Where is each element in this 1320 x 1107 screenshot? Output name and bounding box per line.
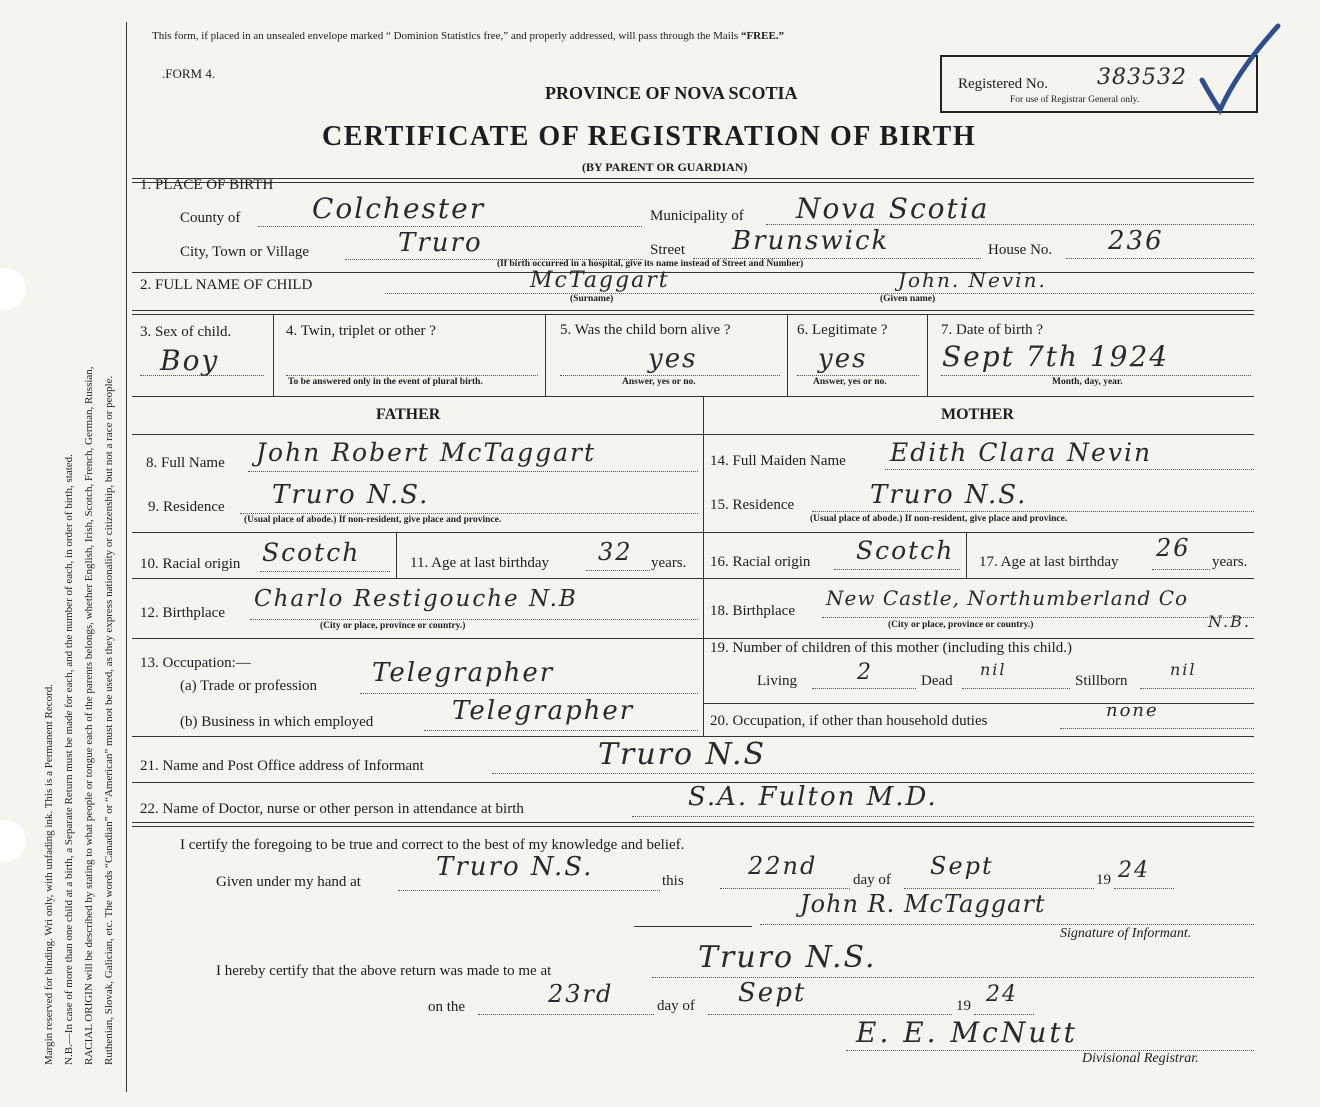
dotted-line: [1114, 888, 1174, 889]
dotted-line: [766, 224, 1254, 225]
dotted-line: [586, 570, 650, 571]
mother-occupation-label: 20. Occupation, if other than household duties: [710, 713, 988, 729]
doctor-label: 22. Name of Doctor, nurse or other person in attendance at birth: [140, 801, 524, 817]
dotted-line: [1060, 728, 1254, 729]
mother-residence-label: 15. Residence: [710, 497, 795, 513]
column-divider: [787, 314, 788, 396]
street-value: Brunswick: [732, 226, 890, 256]
form-number: .FORM 4.: [162, 66, 216, 81]
street-label: Street: [650, 242, 685, 258]
dead-value: nil: [980, 660, 1007, 679]
registrar-signature-caption: Divisional Registrar.: [1082, 1051, 1199, 1066]
dotted-line: [962, 688, 1070, 689]
father-years: years.: [651, 555, 687, 571]
informant-signature: John R. McTaggart: [800, 890, 1046, 918]
registrar-year-prefix: 19: [956, 998, 971, 1014]
dotted-line: [258, 226, 642, 227]
dotted-line: [360, 693, 698, 694]
mother-residence-value: Truro N.S.: [870, 480, 1028, 510]
business-label: (b) Business in which employed: [180, 714, 374, 730]
legitimate-label: 6. Legitimate ?: [797, 322, 888, 338]
column-divider: [703, 396, 704, 736]
father-birthplace-value: Charlo Restigouche N.B: [254, 586, 578, 612]
child-name-label: 2. FULL NAME OF CHILD: [140, 277, 313, 293]
father-race-value: Scotch: [262, 538, 361, 567]
mail-notice-text: This form, if placed in an unsealed envelope marked “ Dominion Statistics free,” and properly addressed, will pass through the Mails: [152, 30, 741, 42]
dotted-line: [941, 375, 1251, 376]
municipality-label: Municipality of: [650, 208, 744, 224]
dotted-line: [248, 471, 698, 472]
certify-this-label: this: [662, 873, 684, 889]
living-label: Living: [757, 673, 797, 689]
registrar-day-value: 23rd: [548, 980, 614, 1008]
margin-note-multiple-births: N.B.—In case of more than one child at a birth, a Separate Return must be made for each, and the number of each, in order of birth, stated.: [63, 454, 75, 1065]
mother-age-label: 17. Age at last birthday: [979, 554, 1119, 570]
margin-note-racial-origin-cont: Ruthenian, Slovak, Galician, etc. The words “Canadian” or “American” must not be used, as they express nationality or citizenship, but not a race or people.: [103, 375, 115, 1065]
father-name-value: John Robert McTaggart: [256, 438, 596, 467]
mother-birthplace-value-2: N.B.: [1208, 612, 1251, 631]
registrar-day-of-label: day of: [657, 998, 695, 1014]
rule: [132, 396, 1254, 397]
dotted-line: [760, 924, 1254, 925]
given-name-caption: (Given name): [880, 294, 936, 304]
dotted-line: [708, 1014, 952, 1015]
alive-label: 5. Was the child born alive ?: [560, 322, 731, 338]
occupation-label: 13. Occupation:—: [140, 655, 251, 671]
column-divider: [545, 314, 546, 396]
dob-label: 7. Date of birth ?: [941, 322, 1044, 338]
dotted-line: [974, 1014, 1034, 1015]
mother-birthplace-value: New Castle, Northumberland Co: [826, 586, 1189, 610]
alive-note: Answer, yes or no.: [622, 377, 696, 387]
father-birthplace-label: 12. Birthplace: [140, 605, 225, 621]
registrar-on-label: on the: [428, 999, 466, 1015]
mail-notice: [152, 30, 784, 42]
mother-name-value: Edith Clara Nevin: [890, 438, 1153, 467]
dotted-line: [1152, 569, 1210, 570]
dotted-line: [1140, 688, 1254, 689]
trade-value: Telegrapher: [372, 658, 555, 688]
sex-label: 3. Sex of child.: [140, 324, 232, 340]
certificate-subtitle: (BY PARENT OR GUARDIAN): [582, 160, 748, 174]
child-given-name: John. Nevin.: [898, 268, 1047, 292]
registrar-year-value: 24: [986, 982, 1018, 1007]
rule: [132, 310, 1254, 315]
given-place-value: Truro N.S.: [436, 852, 594, 882]
informant-value: Truro N.S: [598, 737, 767, 772]
certify-year-prefix: 19: [1096, 872, 1111, 888]
certify-statement: I certify the foregoing to be true and correct to the best of my knowledge and belief.: [180, 837, 685, 853]
check-mark-icon: [1198, 20, 1282, 116]
province-heading: PROVINCE OF NOVA SCOTIA: [545, 83, 798, 103]
dotted-line: [478, 1014, 654, 1015]
dotted-line: [140, 375, 264, 376]
alive-value: yes: [648, 344, 698, 374]
column-divider: [927, 314, 928, 396]
father-heading: FATHER: [376, 406, 441, 423]
father-race-label: 10. Racial origin: [140, 556, 241, 572]
living-value: 2: [857, 660, 873, 685]
registrar-signature: E. E. McNutt: [856, 1016, 1078, 1049]
twin-note: To be answered only in the event of plural birth.: [288, 377, 483, 387]
mother-name-label: 14. Full Maiden Name: [710, 453, 846, 469]
dotted-line: [812, 511, 1254, 512]
dead-label: Dead: [921, 673, 953, 689]
stillborn-label: Stillborn: [1075, 673, 1128, 689]
business-value: Telegrapher: [452, 696, 635, 726]
registrar-month-value: Sept: [738, 978, 807, 1008]
mother-birthplace-label: 18. Birthplace: [710, 603, 795, 619]
dotted-line: [904, 888, 1094, 889]
rule: [703, 703, 1254, 704]
dotted-line: [822, 617, 1254, 618]
mother-age-value: 26: [1156, 534, 1191, 562]
dotted-line: [286, 375, 538, 376]
rule: [132, 178, 1254, 183]
dotted-line: [720, 888, 850, 889]
dotted-line: [250, 619, 698, 620]
dotted-line: [812, 688, 916, 689]
father-residence-value: Truro N.S.: [272, 480, 430, 510]
signature-line: [634, 926, 752, 927]
rule: [132, 272, 1254, 273]
father-age-label: 11. Age at last birthday: [410, 555, 549, 571]
mother-heading: MOTHER: [941, 406, 1014, 423]
certify-day-value: 22nd: [748, 852, 818, 880]
registrar-place-value: Truro N.S.: [698, 940, 877, 975]
dotted-line: [240, 513, 698, 514]
father-age-value: 32: [598, 538, 633, 566]
rule: [132, 822, 1254, 827]
sex-value: Boy: [160, 344, 220, 377]
dotted-line: [424, 730, 698, 731]
place-of-birth-label: 1. PLACE OF BIRTH: [140, 177, 274, 193]
mother-race-value: Scotch: [856, 536, 955, 565]
surname-caption: (Surname): [570, 294, 614, 304]
certificate-title: CERTIFICATE OF REGISTRATION OF BIRTH: [322, 121, 977, 152]
dotted-line: [885, 469, 1254, 470]
dotted-line: [398, 890, 660, 891]
father-birthplace-note: (City or place, province or country.): [320, 621, 466, 631]
form-left-border: [126, 22, 127, 1092]
registered-label: Registered No.: [958, 76, 1048, 92]
legitimate-note: Answer, yes or no.: [813, 377, 887, 387]
column-divider: [273, 314, 274, 396]
rule: [132, 434, 1254, 435]
dotted-line: [260, 571, 390, 572]
rule: [132, 532, 1254, 533]
mother-residence-note: (Usual place of abode.) If non-resident, give place and province.: [810, 514, 1068, 524]
mother-occupation-value: none: [1106, 700, 1159, 721]
child-surname: McTaggart: [530, 268, 670, 293]
dob-value: Sept 7th 1924: [942, 340, 1170, 373]
margin-note-binding: Margin reserved for binding. Wri only, with unfading ink. This is a Permanent Record.: [43, 683, 55, 1065]
certify-year-value: 24: [1118, 858, 1150, 883]
house-label: House No.: [988, 242, 1053, 258]
binder-hole: [0, 268, 26, 310]
dotted-line: [560, 375, 780, 376]
certify-day-of-label: day of: [853, 872, 891, 888]
father-residence-label: 9. Residence: [148, 499, 225, 515]
dotted-line: [797, 375, 919, 376]
dotted-line: [385, 293, 1254, 294]
stillborn-value: nil: [1170, 660, 1197, 679]
column-divider: [396, 532, 397, 578]
given-under-label: Given under my hand at: [216, 874, 361, 890]
doctor-value: S.A. Fulton M.D.: [688, 782, 938, 812]
dotted-line: [834, 569, 960, 570]
certify-month-value: Sept: [930, 852, 994, 880]
column-divider: [966, 532, 967, 578]
father-name-label: 8. Full Name: [146, 455, 225, 471]
informant-signature-caption: Signature of Informant.: [1060, 926, 1192, 941]
city-value: Truro: [398, 228, 483, 258]
binder-hole: [0, 820, 26, 862]
county-label: County of: [180, 210, 241, 226]
dotted-line: [1066, 258, 1254, 259]
county-value: Colchester: [312, 192, 486, 225]
dob-note: Month, day, year.: [1052, 377, 1123, 387]
father-residence-note: (Usual place of abode.) If non-resident, give place and province.: [244, 515, 502, 525]
registrar-note: For use of Registrar General only.: [1010, 95, 1140, 105]
legitimate-value: yes: [818, 344, 868, 374]
house-value: 236: [1108, 226, 1164, 256]
margin-note-racial-origin: RACIAL ORIGIN will be described by stating to what people or tongue each of the parents belongs, whether English, Irish, Scotch, French, German, Russian,: [83, 366, 95, 1065]
hospital-note: (If birth occurred in a hospital, give its name instead of Street and Number): [497, 259, 804, 269]
children-label: 19. Number of children of this mother (including this child.): [710, 640, 1073, 656]
rule: [132, 578, 1254, 579]
twin-label: 4. Twin, triplet or other ?: [286, 323, 436, 339]
informant-label: 21. Name and Post Office address of Informant: [140, 758, 424, 774]
rule: [132, 638, 1254, 639]
mail-notice-free: “FREE.”: [740, 30, 785, 42]
registered-number: 383532: [1097, 65, 1187, 90]
municipality-value: Nova Scotia: [796, 192, 990, 225]
mother-years: years.: [1212, 554, 1248, 570]
city-label: City, Town or Village: [180, 244, 310, 260]
mother-birthplace-note: (City or place, province or country.): [888, 620, 1034, 630]
dotted-line: [632, 816, 1254, 817]
dotted-line: [492, 773, 1254, 774]
mother-race-label: 16. Racial origin: [710, 554, 811, 570]
registrar-statement: I hereby certify that the above return was made to me at: [216, 963, 552, 979]
trade-label: (a) Trade or profession: [180, 678, 318, 694]
